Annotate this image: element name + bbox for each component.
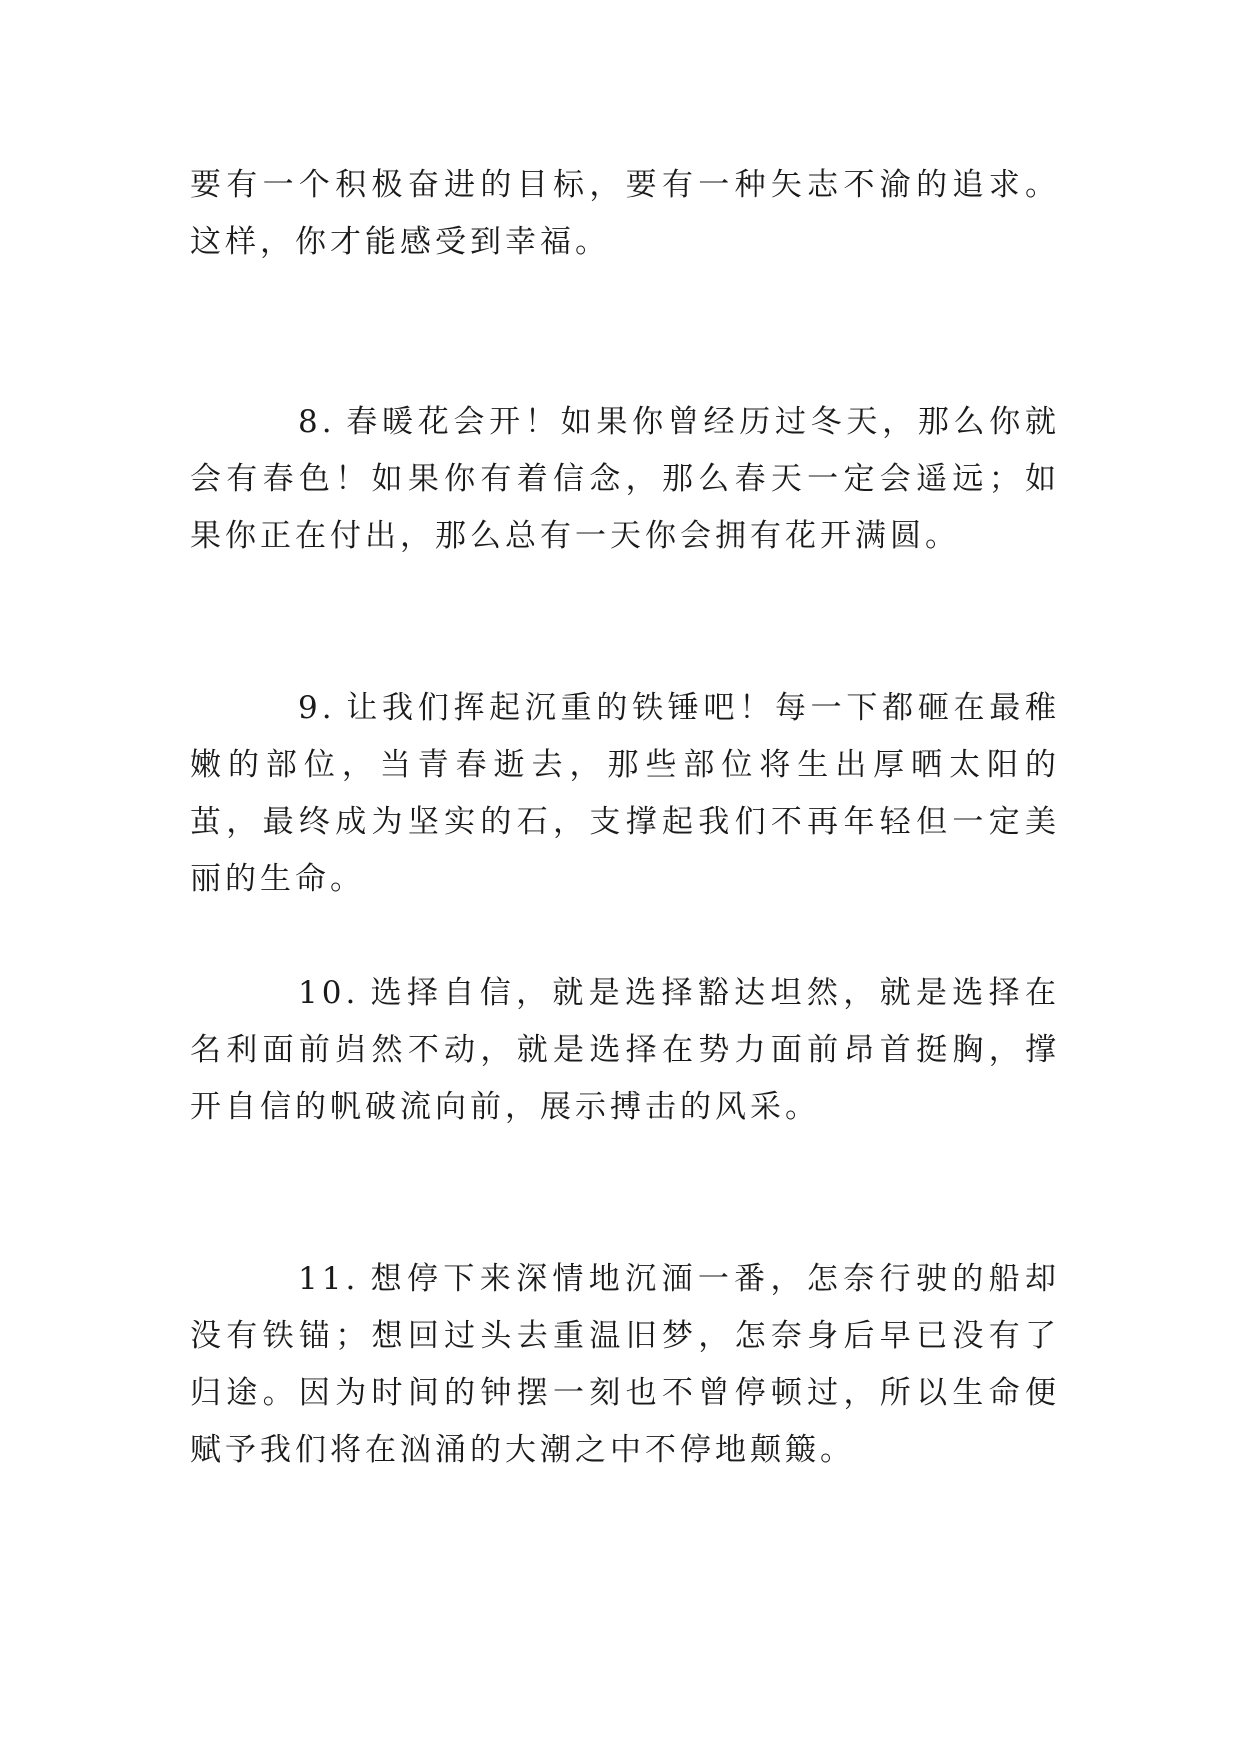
paragraph-8: [190, 394, 1060, 565]
paragraph-text: 想停下来深情地沉湎一番，怎奈行驶的船却没有铁锚；想回过头去重温旧梦，怎奈身后早已没有了归途。因为时间的钟摆一刻也不曾停顿过，所以生命便赋予我们将在汹涌的大潮之中不停地颠簸。: [190, 1261, 1060, 1468]
paragraph-continued: [190, 157, 1060, 271]
paragraph-text: 选择自信，就是选择豁达坦然，就是选择在名利面前岿然不动，就是选择在势力面前昂首挺胸，撑开自信的帆破流向前，展示搏击的风采。: [190, 975, 1060, 1125]
paragraph-text: 让我们挥起沉重的铁锤吧！每一下都砸在最稚嫩的部位，当青春逝去，那些部位将生出厚晒太阳的茧，最终成为坚实的石，支撑起我们不再年轻但一定美丽的生命。: [190, 690, 1060, 897]
paragraph-number: 9.: [298, 690, 336, 726]
paragraph-10: [190, 965, 1060, 1136]
paragraph-11: [190, 1251, 1060, 1479]
paragraph-number: 8.: [298, 404, 336, 440]
paragraph-number: 11.: [298, 1261, 360, 1297]
paragraph-text: 春暖花会开！如果你曾经历过冬天，那么你就会有春色！如果你有着信念，那么春天一定会遥远；如果你正在付出，那么总有一天你会拥有花开满圆。: [190, 404, 1060, 554]
paragraph-9: [190, 680, 1060, 908]
paragraph-text: 要有一个积极奋进的目标，要有一种矢志不渝的追求。这样，你才能感受到幸福。: [190, 167, 1060, 260]
paragraph-number: 10.: [298, 975, 360, 1011]
